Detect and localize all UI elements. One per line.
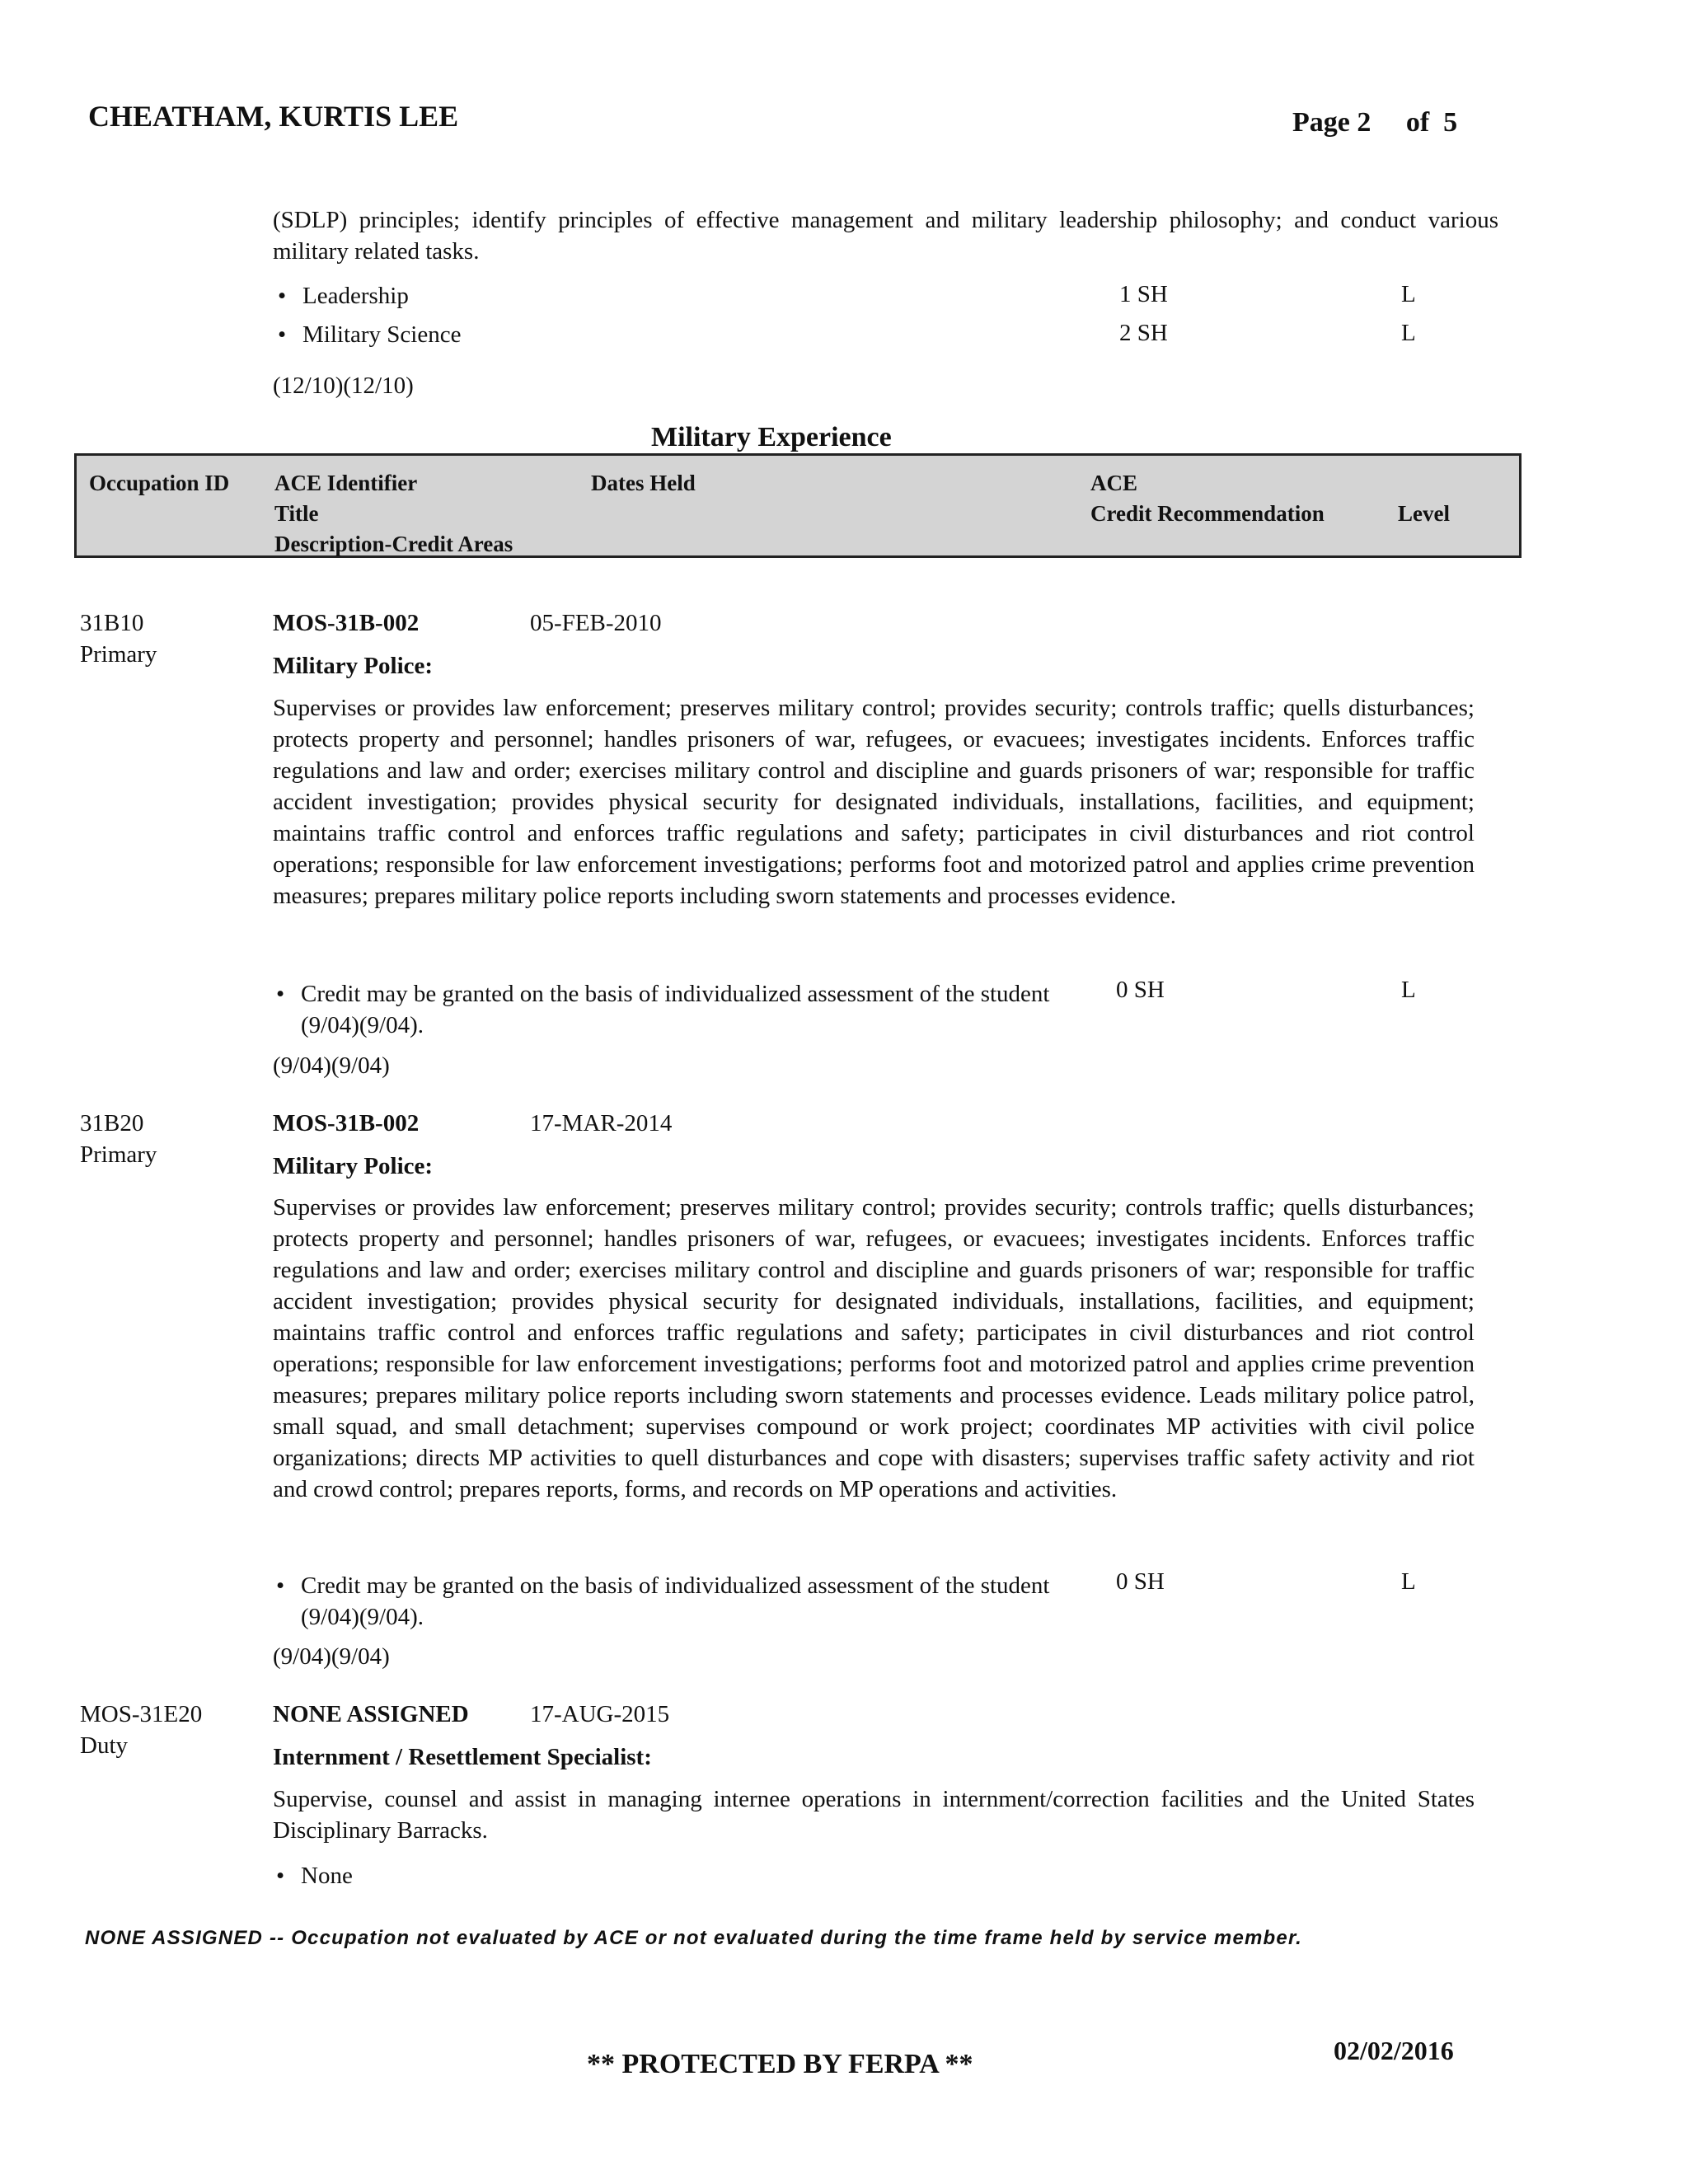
page-number: Page 2 of 5	[1292, 107, 1458, 138]
occupation-id: 31B20	[80, 1110, 144, 1137]
footnote: NONE ASSIGNED -- Occupation not evaluated by ACE or not evaluated during the time frame held by service member.	[85, 1927, 1303, 1949]
print-date: 02/02/2016	[1334, 2036, 1454, 2065]
table-header	[74, 453, 1522, 558]
occupation-title: Military Police:	[273, 653, 434, 679]
header-credit-recommendation: Credit Recommendation	[1090, 501, 1325, 526]
credit-hours: 2 SH	[1119, 320, 1168, 346]
credit-level: L	[1401, 281, 1416, 307]
occupation-id: 31B10	[80, 610, 144, 636]
occupation-title: Internment / Resettlement Specialist:	[273, 1744, 652, 1770]
ace-identifier: MOS-31B-002	[273, 610, 420, 636]
credit-level: L	[1401, 1568, 1416, 1595]
ace-identifier: MOS-31B-002	[273, 1110, 420, 1137]
credit-hours: 0 SH	[1116, 977, 1165, 1003]
credit-recommendation: • None	[301, 1863, 353, 1890]
credit-hours: 0 SH	[1116, 1568, 1165, 1595]
header-title: Title	[274, 501, 319, 526]
header-ace-identifier: ACE Identifier	[274, 471, 418, 495]
credit-hours: 1 SH	[1119, 281, 1168, 307]
header-occupation-id: Occupation ID	[89, 471, 230, 495]
credit-dates: (9/04)(9/04)	[273, 1643, 390, 1670]
occupation-description: Supervises or provides law enforcement; preserves military control; provides security; controls traffic; quells disturbances; protects property and personnel; handles prisoners of war, refugees, or evacuees; investigates incidents. Enforces traffic regulations and law and order; exercises military control and discipline and guards prisoners of war; responsible for traffic accident investigation; provides physical security for designated individuals, installations, facilities, and equipment; maintains traffic control and enforces traffic regulations and safety; participates in civil disturbances and riot control operations; responsible for law enforcement investigations; performs foot and motorized patrol and applies crime prevention measures; prepares military police reports including sworn statements and processes evidence. Leads military police patrol, small squad, and small detachment; supervises compound or work project; coordinates MP activities with civil police organizations; directs MP activities to quell disturbances and cope with disasters; supervises traffic safety activity and riot and crowd control; prepares reports, forms, and records on MP operations and activities.	[273, 1194, 1475, 1502]
occupation-description: Supervise, counsel and assist in managing internee operations in internment/correction facilities and the United States Disciplinary Barracks.	[273, 1786, 1475, 1844]
credit-recommendation: • Credit may be granted on the basis of individualized assessment of the student (9/04)(9/04).	[301, 978, 1059, 1041]
occupation-title: Military Police:	[273, 1153, 434, 1179]
occupation-description: Supervises or provides law enforcement; preserves military control; provides security; controls traffic; quells disturbances; protects property and personnel; handles prisoners of war, refugees, or evacuees; investigates incidents. Enforces traffic regulations and law and order; exercises military control and discipline and guards prisoners of war; responsible for traffic accident investigation; provides physical security for designated individuals, installations, facilities, and equipment; maintains traffic control and enforces traffic regulations and safety; participates in civil disturbances and riot control operations; responsible for law enforcement investigations; performs foot and motorized patrol and applies crime prevention measures; prepares military police reports including sworn statements and processes evidence.	[273, 695, 1475, 909]
header-ace: ACE	[1090, 471, 1138, 495]
section-title: Military Experience	[651, 422, 892, 452]
ace-identifier: NONE ASSIGNED	[273, 1701, 469, 1727]
continuation-dates: (12/10)(12/10)	[273, 373, 414, 399]
credit-level: L	[1401, 977, 1416, 1003]
date-held: 17-MAR-2014	[530, 1110, 673, 1137]
ferpa-notice: ** PROTECTED BY FERPA **	[587, 2049, 973, 2079]
credit-level: L	[1401, 320, 1416, 346]
credit-recommendation: • Credit may be granted on the basis of individualized assessment of the student (9/04)(9/04).	[301, 1570, 1059, 1633]
header-dates-held: Dates Held	[591, 471, 696, 495]
student-name: CHEATHAM, KURTIS LEE	[88, 100, 459, 133]
credit-subject: • Leadership	[302, 283, 409, 310]
occupation-type: Primary	[80, 1141, 157, 1168]
continuation-text: (SDLP) principles; identify principles of effective management and military leadership philosophy; and conduct various military related tasks.	[273, 207, 1498, 265]
occupation-type: Primary	[80, 641, 157, 668]
header-level: Level	[1398, 501, 1450, 526]
occupation-id: MOS-31E20	[80, 1701, 203, 1727]
date-held: 17-AUG-2015	[530, 1701, 670, 1727]
header-description: Description-Credit Areas	[274, 532, 513, 556]
occupation-type: Duty	[80, 1732, 128, 1759]
date-held: 05-FEB-2010	[530, 610, 662, 636]
credit-subject: • Military Science	[302, 321, 461, 349]
credit-dates: (9/04)(9/04)	[273, 1052, 390, 1079]
